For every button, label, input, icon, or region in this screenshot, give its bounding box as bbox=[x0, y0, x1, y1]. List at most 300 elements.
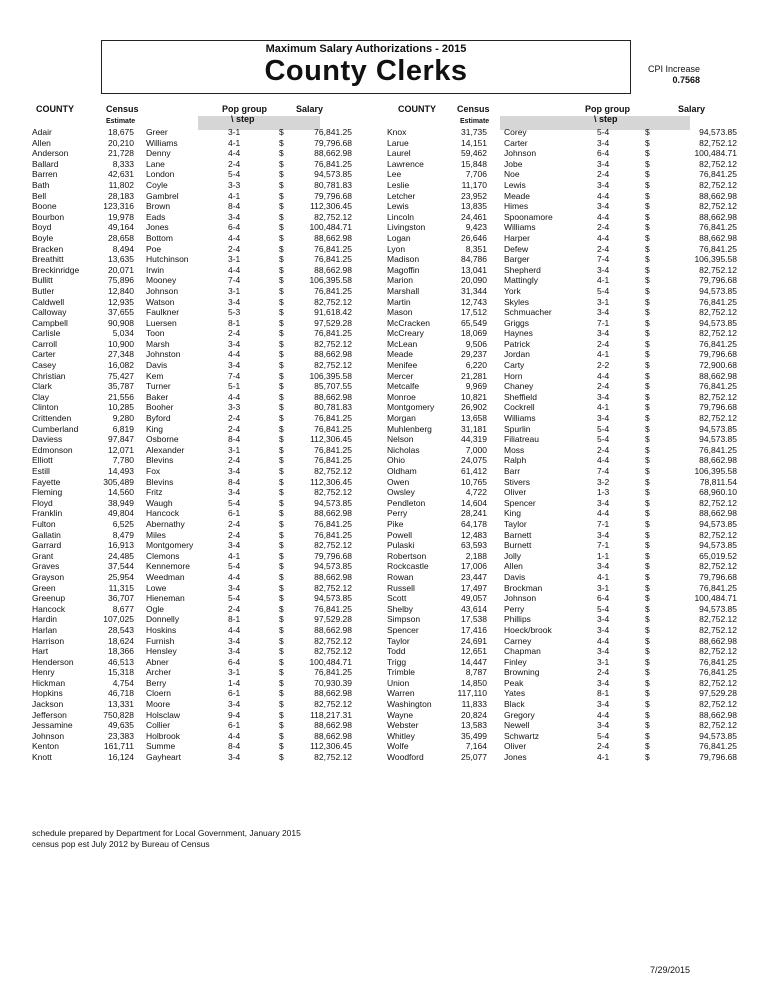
dollar-sign: $ bbox=[279, 307, 284, 318]
county-cell: Martin bbox=[387, 296, 411, 307]
salary-cell: 76,841.25 bbox=[699, 243, 737, 254]
census-cell: 23,952 bbox=[461, 190, 487, 201]
popgroup-cell: 3-3 bbox=[228, 179, 241, 190]
dollar-sign: $ bbox=[645, 423, 650, 434]
salary-cell: 88,662.98 bbox=[314, 148, 352, 159]
census-cell: 21,556 bbox=[108, 391, 134, 402]
table-row bbox=[387, 699, 737, 710]
popgroup-cell: 5-4 bbox=[228, 561, 241, 572]
table-row bbox=[387, 318, 737, 329]
footer-census-line: census pop est July 2012 by Bureau of Census bbox=[32, 839, 210, 849]
dollar-sign: $ bbox=[645, 497, 650, 508]
popgroup-cell: 2-4 bbox=[228, 455, 241, 466]
clerk-cell: London bbox=[146, 169, 175, 180]
county-cell: Adair bbox=[32, 127, 52, 137]
dollar-sign: $ bbox=[645, 360, 650, 371]
popgroup-cell: 8-1 bbox=[597, 688, 610, 699]
dollar-sign: $ bbox=[279, 614, 284, 625]
dollar-sign: $ bbox=[279, 264, 284, 275]
dollar-sign: $ bbox=[645, 285, 650, 296]
census-cell: 12,935 bbox=[108, 296, 134, 307]
census-cell: 16,082 bbox=[108, 360, 134, 371]
table-row bbox=[32, 233, 352, 244]
county-cell: Oldham bbox=[387, 466, 417, 476]
salary-cell: 82,752.12 bbox=[314, 211, 352, 222]
census-cell: 31,344 bbox=[461, 285, 487, 296]
census-cell: 97,847 bbox=[108, 434, 134, 445]
county-cell: Robertson bbox=[387, 550, 427, 561]
clerk-cell: Fritz bbox=[146, 487, 163, 498]
census-cell: 11,170 bbox=[461, 179, 487, 190]
dollar-sign: $ bbox=[279, 741, 284, 752]
census-cell: 7,706 bbox=[465, 169, 487, 180]
county-cell: Mason bbox=[387, 307, 413, 318]
dollar-sign: $ bbox=[645, 349, 650, 360]
clerk-cell: Archer bbox=[146, 667, 172, 678]
table-row bbox=[32, 667, 352, 678]
table-row bbox=[387, 307, 737, 318]
census-cell: 75,427 bbox=[108, 370, 134, 381]
clerk-cell: Cockrell bbox=[504, 402, 535, 413]
table-row bbox=[32, 710, 352, 721]
salary-cell: 79,796.68 bbox=[699, 571, 737, 582]
table-row bbox=[32, 413, 352, 424]
dollar-sign: $ bbox=[645, 148, 650, 159]
census-cell: 18,675 bbox=[108, 127, 134, 137]
dollar-sign: $ bbox=[645, 391, 650, 402]
county-cell: Lewis bbox=[387, 201, 409, 212]
popgroup-cell: 3-4 bbox=[228, 211, 241, 222]
clerk-cell: Brown bbox=[146, 201, 171, 212]
salary-cell: 76,841.25 bbox=[314, 423, 352, 434]
salary-cell: 76,841.25 bbox=[699, 656, 737, 667]
dollar-sign: $ bbox=[279, 677, 284, 688]
clerk-cell: Taylor bbox=[504, 518, 527, 529]
estimate-header-right: Estimate bbox=[460, 118, 490, 125]
salary-cell: 85,707.55 bbox=[314, 381, 352, 392]
table-row bbox=[387, 138, 737, 149]
table-row bbox=[32, 455, 352, 466]
salary-cell: 88,662.98 bbox=[314, 508, 352, 519]
county-cell: Nelson bbox=[387, 434, 414, 445]
salary-cell: 76,841.25 bbox=[314, 243, 352, 254]
county-cell: Fulton bbox=[32, 518, 56, 529]
dollar-sign: $ bbox=[645, 254, 650, 265]
popgroup-cell: 4-4 bbox=[597, 635, 610, 646]
dollar-sign: $ bbox=[645, 317, 650, 328]
dollar-sign: $ bbox=[279, 328, 284, 339]
salary-cell: 100,484.71 bbox=[694, 593, 737, 604]
popgroup-cell: 4-1 bbox=[228, 190, 241, 201]
table-row bbox=[387, 614, 737, 625]
county-cell: McCreary bbox=[387, 328, 424, 339]
table-row bbox=[32, 138, 352, 149]
county-cell: Russell bbox=[387, 582, 415, 593]
dollar-sign: $ bbox=[279, 190, 284, 201]
popgroup-cell: 3-4 bbox=[228, 646, 241, 657]
clerk-cell: Shepherd bbox=[504, 264, 541, 275]
popgroup-cell: 7-4 bbox=[597, 466, 610, 476]
table-row bbox=[32, 307, 352, 318]
census-cell: 10,821 bbox=[461, 391, 487, 402]
dollar-sign: $ bbox=[279, 211, 284, 222]
popgroup-cell: 7-1 bbox=[597, 540, 610, 551]
county-cell: Trigg bbox=[387, 656, 407, 667]
table-row bbox=[32, 297, 352, 308]
popgroup-cell: 4-1 bbox=[597, 571, 610, 582]
county-cell: Marshall bbox=[387, 285, 420, 296]
census-cell: 64,178 bbox=[461, 518, 487, 529]
popgroup-cell: 8-4 bbox=[228, 476, 241, 487]
census-cell: 23,383 bbox=[108, 730, 134, 741]
table-row bbox=[32, 625, 352, 636]
popgroup-cell: 3-4 bbox=[597, 264, 610, 275]
county-cell: Kenton bbox=[32, 741, 59, 752]
clerk-cell: Poe bbox=[146, 243, 162, 254]
table-row bbox=[32, 286, 352, 297]
table-row bbox=[32, 646, 352, 657]
dollar-sign: $ bbox=[645, 752, 650, 763]
salary-cell: 88,662.98 bbox=[314, 571, 352, 582]
table-row bbox=[387, 360, 737, 371]
clerk-cell: King bbox=[504, 508, 522, 519]
popgroup-cell: 3-4 bbox=[228, 360, 241, 371]
census-cell: 31,181 bbox=[461, 423, 487, 434]
county-cell: Jessamine bbox=[32, 720, 73, 731]
salary-cell: 88,662.98 bbox=[699, 370, 737, 381]
census-cell: 20,090 bbox=[461, 275, 487, 286]
popgroup-cell: 4-4 bbox=[597, 455, 610, 466]
popgroup-cell: 5-4 bbox=[597, 730, 610, 741]
clerk-cell: Davis bbox=[504, 571, 526, 582]
salary-cell: 94,573.85 bbox=[314, 497, 352, 508]
table-row bbox=[387, 583, 737, 594]
county-cell: Gallatin bbox=[32, 529, 61, 540]
county-cell: Crittenden bbox=[32, 413, 72, 424]
county-cell: Henderson bbox=[32, 656, 74, 667]
dollar-sign: $ bbox=[279, 720, 284, 731]
dollar-sign: $ bbox=[645, 243, 650, 254]
table-row bbox=[32, 265, 352, 276]
salary-cell: 94,573.85 bbox=[699, 603, 737, 614]
dollar-sign: $ bbox=[645, 201, 650, 212]
popgroup-cell: 2-2 bbox=[597, 360, 610, 371]
table-row bbox=[387, 392, 737, 403]
county-cell: Metcalfe bbox=[387, 381, 420, 392]
salary-cell: 82,752.12 bbox=[699, 264, 737, 275]
clerk-cell: Filiatreau bbox=[504, 434, 539, 445]
census-cell: 14,850 bbox=[461, 677, 487, 688]
county-cell: Casey bbox=[32, 360, 57, 371]
popgroup-cell: 2-4 bbox=[597, 741, 610, 752]
popgroup-cell: 5-4 bbox=[597, 434, 610, 445]
table-row bbox=[387, 487, 737, 498]
census-cell: 17,006 bbox=[461, 561, 487, 572]
popgroup-cell: 1-3 bbox=[597, 487, 610, 498]
census-cell: 18,366 bbox=[108, 646, 134, 657]
dollar-sign: $ bbox=[279, 688, 284, 699]
dollar-sign: $ bbox=[645, 381, 650, 392]
clerk-cell: Brockman bbox=[504, 582, 543, 593]
county-cell: Fayette bbox=[32, 476, 61, 487]
census-cell: 11,802 bbox=[108, 179, 134, 190]
popgroup-cell: 3-4 bbox=[597, 699, 610, 710]
clerk-cell: Blevins bbox=[146, 455, 174, 466]
salary-cell: 76,841.25 bbox=[314, 529, 352, 540]
census-cell: 6,819 bbox=[112, 423, 134, 434]
dollar-sign: $ bbox=[645, 127, 650, 137]
dollar-sign: $ bbox=[279, 593, 284, 604]
salary-cell: 88,662.98 bbox=[699, 635, 737, 646]
salary-cell: 76,841.25 bbox=[699, 741, 737, 752]
popgroup-cell: 6-4 bbox=[597, 593, 610, 604]
county-cell: Bell bbox=[32, 190, 47, 201]
census-cell: 37,655 bbox=[108, 307, 134, 318]
table-row bbox=[387, 519, 737, 530]
dollar-sign: $ bbox=[279, 370, 284, 381]
table-row bbox=[32, 445, 352, 456]
county-cell: Scott bbox=[387, 593, 407, 604]
county-cell: Menifee bbox=[387, 360, 418, 371]
popgroup-cell: 4-1 bbox=[597, 752, 610, 763]
table-row bbox=[32, 371, 352, 382]
clerk-cell: Horn bbox=[504, 370, 523, 381]
county-cell: Grant bbox=[32, 550, 54, 561]
county-cell: Trimble bbox=[387, 667, 416, 678]
salary-cell: 79,796.68 bbox=[314, 137, 352, 148]
salary-cell: 97,529.28 bbox=[314, 614, 352, 625]
county-cell: Greenup bbox=[32, 593, 66, 604]
salary-cell: 88,662.98 bbox=[314, 391, 352, 402]
dollar-sign: $ bbox=[279, 349, 284, 360]
census-cell: 15,318 bbox=[108, 667, 134, 678]
clerk-cell: Jones bbox=[504, 752, 527, 763]
popgroup-cell: 1-1 bbox=[597, 550, 610, 561]
salary-cell: 82,752.12 bbox=[699, 179, 737, 190]
county-cell: Breckinridge bbox=[32, 264, 80, 275]
table-row bbox=[387, 572, 737, 583]
census-cell: 36,707 bbox=[108, 593, 134, 604]
salary-cell: 82,752.12 bbox=[699, 158, 737, 169]
county-cell: Jackson bbox=[32, 699, 64, 710]
popgroup-cell: 3-4 bbox=[228, 582, 241, 593]
step-header-left: \ step bbox=[231, 114, 255, 124]
clerk-cell: Montgomery bbox=[146, 540, 194, 551]
table-row bbox=[32, 392, 352, 403]
salary-cell: 82,752.12 bbox=[699, 624, 737, 635]
salary-cell: 94,573.85 bbox=[699, 730, 737, 741]
dollar-sign: $ bbox=[279, 127, 284, 137]
dollar-sign: $ bbox=[645, 614, 650, 625]
census-cell: 8,677 bbox=[112, 603, 134, 614]
county-cell: Letcher bbox=[387, 190, 416, 201]
clerk-cell: Mooney bbox=[146, 275, 177, 286]
county-cell: Owsley bbox=[387, 487, 415, 498]
clerk-cell: Patrick bbox=[504, 338, 530, 349]
census-cell: 49,164 bbox=[108, 222, 134, 233]
clerk-cell: Luersen bbox=[146, 317, 177, 328]
popgroup-cell: 4-4 bbox=[597, 508, 610, 519]
salary-cell: 76,841.25 bbox=[699, 667, 737, 678]
census-cell: 65,549 bbox=[461, 317, 487, 328]
dollar-sign: $ bbox=[645, 741, 650, 752]
census-cell: 7,780 bbox=[112, 455, 134, 466]
census-cell: 49,804 bbox=[108, 508, 134, 519]
dollar-sign: $ bbox=[279, 561, 284, 572]
salary-cell: 94,573.85 bbox=[699, 434, 737, 445]
dollar-sign: $ bbox=[645, 264, 650, 275]
popgroup-cell: 7-4 bbox=[228, 275, 241, 286]
census-cell: 14,560 bbox=[108, 487, 134, 498]
salary-cell: 112,306.45 bbox=[310, 434, 352, 445]
table-row bbox=[32, 657, 352, 668]
table-row bbox=[32, 275, 352, 286]
popgroup-cell: 5-4 bbox=[228, 497, 241, 508]
popgroup-cell: 4-4 bbox=[228, 624, 241, 635]
popgroup-cell: 2-4 bbox=[597, 381, 610, 392]
popgroup-cell: 4-4 bbox=[228, 391, 241, 402]
table-row bbox=[32, 678, 352, 689]
salary-cell: 97,529.28 bbox=[314, 317, 352, 328]
popgroup-cell: 3-1 bbox=[228, 444, 241, 455]
salary-cell: 88,662.98 bbox=[314, 720, 352, 731]
census-cell: 12,840 bbox=[108, 285, 134, 296]
dollar-sign: $ bbox=[279, 137, 284, 148]
county-cell: Larue bbox=[387, 137, 409, 148]
table-row bbox=[32, 254, 352, 265]
salary-cell: 76,841.25 bbox=[314, 127, 352, 137]
census-cell: 84,786 bbox=[461, 254, 487, 265]
clerk-cell: Clemons bbox=[146, 550, 180, 561]
popgroup-cell: 8-4 bbox=[228, 434, 241, 445]
table-row bbox=[32, 222, 352, 233]
county-cell: Perry bbox=[387, 508, 408, 519]
clerk-cell: Johnson bbox=[146, 285, 179, 296]
dollar-sign: $ bbox=[645, 190, 650, 201]
county-cell: Graves bbox=[32, 561, 60, 572]
salary-cell: 82,752.12 bbox=[314, 487, 352, 498]
dollar-sign: $ bbox=[279, 466, 284, 476]
county-cell: Logan bbox=[387, 232, 411, 243]
salary-cell: 118,217.31 bbox=[310, 709, 352, 720]
popgroup-cell: 5-4 bbox=[228, 593, 241, 604]
clerk-cell: Phillips bbox=[504, 614, 531, 625]
salary-cell: 88,662.98 bbox=[314, 232, 352, 243]
table-row bbox=[32, 339, 352, 350]
clerk-cell: Corey bbox=[504, 127, 527, 137]
clerk-cell: Summe bbox=[146, 741, 176, 752]
dollar-sign: $ bbox=[279, 338, 284, 349]
county-cell: Powell bbox=[387, 529, 413, 540]
popgroup-cell: 1-4 bbox=[228, 677, 241, 688]
table-row bbox=[387, 328, 737, 339]
clerk-cell: Oliver bbox=[504, 487, 527, 498]
county-cell: Ohio bbox=[387, 455, 405, 466]
census-cell: 21,728 bbox=[108, 148, 134, 159]
table-row bbox=[387, 148, 737, 159]
estimate-header-left: Estimate bbox=[106, 118, 136, 125]
popgroup-cell: 3-1 bbox=[597, 656, 610, 667]
clerk-cell: Griggs bbox=[504, 317, 530, 328]
salary-cell: 82,752.12 bbox=[314, 646, 352, 657]
clerk-cell: Barr bbox=[504, 466, 521, 476]
clerk-cell: Spurlin bbox=[504, 423, 531, 434]
clerk-cell: Marsh bbox=[146, 338, 170, 349]
clerk-cell: Booher bbox=[146, 402, 174, 413]
right-table bbox=[387, 127, 737, 763]
salary-cell: 100,484.71 bbox=[309, 222, 352, 233]
table-row bbox=[32, 349, 352, 360]
table-row bbox=[387, 551, 737, 562]
table-row bbox=[32, 583, 352, 594]
county-cell: Webster bbox=[387, 720, 419, 731]
salary-cell: 72,900.68 bbox=[699, 360, 737, 371]
salary-cell: 106,395.58 bbox=[309, 370, 352, 381]
clerk-cell: Defew bbox=[504, 243, 529, 254]
clerk-cell: York bbox=[504, 285, 521, 296]
salary-cell: 65,019.52 bbox=[699, 550, 737, 561]
census-cell: 20,210 bbox=[108, 137, 134, 148]
popgroup-cell: 6-1 bbox=[228, 688, 241, 699]
table-row bbox=[387, 254, 737, 265]
county-cell: Montgomery bbox=[387, 402, 435, 413]
clerk-cell: Cloern bbox=[146, 688, 172, 699]
county-cell: Jefferson bbox=[32, 709, 67, 720]
cpi-value: 0.7568 bbox=[672, 75, 701, 85]
census-cell: 43,614 bbox=[461, 603, 487, 614]
table-row bbox=[387, 297, 737, 308]
clerk-cell: Lewis bbox=[504, 179, 526, 190]
census-cell: 16,124 bbox=[108, 752, 134, 763]
county-cell: Owen bbox=[387, 476, 410, 487]
clerk-cell: Noe bbox=[504, 169, 520, 180]
clerk-cell: Jolly bbox=[504, 550, 522, 561]
popgroup-cell: 3-4 bbox=[228, 487, 241, 498]
clerk-cell: Stivers bbox=[504, 476, 530, 487]
county-cell: Whitley bbox=[387, 730, 415, 741]
county-cell: Harlan bbox=[32, 624, 58, 635]
table-row bbox=[32, 424, 352, 435]
table-row bbox=[32, 741, 352, 752]
popgroup-cell: 6-4 bbox=[597, 148, 610, 159]
table-row bbox=[32, 466, 352, 477]
table-row bbox=[387, 741, 737, 752]
salary-cell: 88,662.98 bbox=[699, 455, 737, 466]
census-cell: 15,848 bbox=[461, 158, 487, 169]
dollar-sign: $ bbox=[645, 582, 650, 593]
dollar-sign: $ bbox=[279, 148, 284, 159]
county-header-right: COUNTY bbox=[398, 104, 436, 114]
popgroup-cell: 4-4 bbox=[597, 232, 610, 243]
table-row bbox=[387, 508, 737, 519]
table-row bbox=[387, 455, 737, 466]
census-cell: 35,499 bbox=[461, 730, 487, 741]
salary-cell: 94,573.85 bbox=[699, 127, 737, 137]
county-cell: Magoffin bbox=[387, 264, 420, 275]
dollar-sign: $ bbox=[645, 137, 650, 148]
dollar-sign: $ bbox=[645, 635, 650, 646]
dollar-sign: $ bbox=[645, 720, 650, 731]
document-subtitle: Maximum Salary Authorizations - 2015 bbox=[265, 43, 467, 55]
census-cell: 59,462 bbox=[461, 148, 487, 159]
salary-cell: 76,841.25 bbox=[699, 169, 737, 180]
census-cell: 29,237 bbox=[461, 349, 487, 360]
dollar-sign: $ bbox=[279, 296, 284, 307]
table-row bbox=[32, 498, 352, 509]
census-cell: 25,077 bbox=[461, 752, 487, 763]
dollar-sign: $ bbox=[279, 603, 284, 614]
census-cell: 19,978 bbox=[108, 211, 134, 222]
